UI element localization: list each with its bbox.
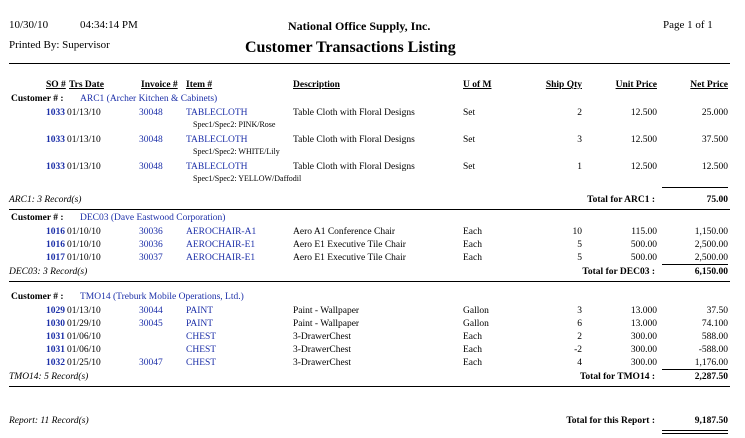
invoice-number: 30048	[139, 162, 163, 172]
group-total: 2,287.50	[694, 372, 728, 382]
net-price: 37.50	[706, 306, 728, 316]
net-price: 25.000	[701, 108, 728, 118]
report-total: 9,187.50	[694, 416, 728, 426]
description: Aero E1 Executive Tile Chair	[293, 240, 406, 250]
report-total-label: Total for this Report :	[566, 416, 655, 426]
unit-price: 13.000	[630, 319, 657, 329]
so-number: 1017	[46, 253, 65, 263]
invoice-number: 30048	[139, 135, 163, 145]
col-description: Description	[293, 80, 340, 90]
group-records: TMO14: 5 Record(s)	[9, 372, 89, 382]
ship-qty: 4	[577, 358, 582, 368]
customer-name: DEC03 (Dave Eastwood Corporation)	[80, 213, 226, 223]
table-row	[0, 358, 745, 371]
so-number: 1031	[46, 345, 65, 355]
customer-header-row	[0, 292, 745, 305]
spec-row	[0, 174, 745, 187]
table-row	[0, 240, 745, 253]
item-number: AEROCHAIR-A1	[186, 227, 257, 237]
spec-row	[0, 120, 745, 133]
group-divider	[9, 281, 730, 282]
ship-qty: -2	[574, 345, 582, 355]
customer-label: Customer # :	[11, 292, 64, 302]
uom: Each	[463, 227, 482, 237]
uom: Each	[463, 358, 482, 368]
uom: Set	[463, 162, 476, 172]
trs-date: 01/13/10	[67, 135, 101, 145]
description: Table Cloth with Floral Designs	[293, 108, 415, 118]
so-number: 1033	[46, 162, 65, 172]
so-number: 1033	[46, 135, 65, 145]
so-number: 1030	[46, 319, 65, 329]
invoice-number: 30037	[139, 253, 163, 263]
header-divider	[9, 63, 730, 64]
group-total: 6,150.00	[694, 267, 728, 277]
ship-qty: 5	[577, 240, 582, 250]
report-date: 10/30/10	[9, 19, 49, 31]
net-underline	[662, 187, 728, 188]
so-number: 1031	[46, 332, 65, 342]
customer-name: ARC1 (Archer Kitchen & Cabinets)	[80, 94, 218, 104]
invoice-number: 30047	[139, 358, 163, 368]
group-total: 75.00	[706, 195, 728, 205]
report-title: Customer Transactions Listing	[245, 39, 456, 56]
group-total-label: Total for TMO14 :	[579, 372, 655, 382]
report-total-underline-1	[662, 430, 728, 431]
description: Table Cloth with Floral Designs	[293, 162, 415, 172]
ship-qty: 10	[572, 227, 582, 237]
trs-date: 01/13/10	[67, 306, 101, 316]
net-underline	[662, 264, 728, 265]
customer-header-row	[0, 213, 745, 226]
ship-qty: 2	[577, 108, 582, 118]
invoice-number: 30045	[139, 319, 163, 329]
ship-qty: 2	[577, 332, 582, 342]
net-price: 588.00	[701, 332, 728, 342]
table-row	[0, 332, 745, 345]
table-row	[0, 306, 745, 319]
spec-text: Spec1/Spec2: WHITE/Lily	[193, 147, 280, 156]
company-name: National Office Supply, Inc.	[288, 19, 431, 33]
group-divider	[9, 209, 730, 210]
trs-date: 01/06/10	[67, 332, 101, 342]
uom: Gallon	[463, 319, 489, 329]
customer-name: TMO14 (Treburk Mobile Operations, Ltd.)	[80, 292, 244, 302]
ship-qty: 3	[577, 306, 582, 316]
item-number: AEROCHAIR-E1	[186, 240, 256, 250]
net-price: -588.00	[698, 345, 728, 355]
group-records: DEC03: 3 Record(s)	[9, 267, 88, 277]
ship-qty: 5	[577, 253, 582, 263]
net-price: 74.100	[701, 319, 728, 329]
description: Aero E1 Executive Tile Chair	[293, 253, 406, 263]
unit-price: 300.00	[630, 358, 657, 368]
net-price: 2,500.00	[694, 253, 728, 263]
trs-date: 01/10/10	[67, 240, 101, 250]
column-header-row	[0, 80, 745, 93]
invoice-number: 30044	[139, 306, 163, 316]
uom: Each	[463, 240, 482, 250]
uom: Each	[463, 332, 482, 342]
group-records: ARC1: 3 Record(s)	[9, 195, 82, 205]
invoice-number: 30036	[139, 227, 163, 237]
report-total-underline-2	[662, 433, 728, 434]
uom: Set	[463, 135, 476, 145]
description: 3-DrawerChest	[293, 332, 352, 342]
description: Aero A1 Conference Chair	[293, 227, 396, 237]
so-number: 1032	[46, 358, 65, 368]
description: 3-DrawerChest	[293, 358, 352, 368]
ship-qty: 1	[577, 162, 582, 172]
trs-date: 01/10/10	[67, 253, 101, 263]
net-price: 12.500	[701, 162, 728, 172]
unit-price: 115.00	[631, 227, 657, 237]
so-number: 1016	[46, 227, 65, 237]
so-number: 1029	[46, 306, 65, 316]
table-row	[0, 319, 745, 332]
item-number: TABLECLOTH	[186, 108, 248, 118]
ship-qty: 3	[577, 135, 582, 145]
item-number: CHEST	[186, 358, 217, 368]
item-number: CHEST	[186, 332, 217, 342]
table-row	[0, 227, 745, 240]
trs-date: 01/13/10	[67, 162, 101, 172]
spec-row	[0, 147, 745, 160]
trs-date: 01/25/10	[67, 358, 101, 368]
group-total-label: Total for DEC03 :	[582, 267, 655, 277]
col-net-price: Net Price	[690, 80, 728, 90]
ship-qty: 6	[577, 319, 582, 329]
group-total-row	[0, 267, 745, 280]
so-number: 1016	[46, 240, 65, 250]
item-number: AEROCHAIR-E1	[186, 253, 256, 263]
invoice-number: 30048	[139, 108, 163, 118]
spec-text: Spec1/Spec2: PINK/Rose	[193, 120, 276, 129]
unit-price: 500.00	[630, 253, 657, 263]
description: Paint - Wallpaper	[293, 306, 360, 316]
col-invoice: Invoice #	[141, 80, 178, 90]
unit-price: 12.500	[630, 108, 657, 118]
customer-header-row	[0, 94, 745, 107]
report-records: Report: 11 Record(s)	[9, 416, 89, 426]
item-number: PAINT	[186, 319, 214, 329]
col-unit-price: Unit Price	[615, 80, 657, 90]
page-number: Page 1 of 1	[663, 19, 713, 31]
unit-price: 12.500	[630, 135, 657, 145]
unit-price: 300.00	[630, 332, 657, 342]
description: Table Cloth with Floral Designs	[293, 135, 415, 145]
report-total-row	[0, 416, 745, 429]
unit-price: 13.000	[630, 306, 657, 316]
description: 3-DrawerChest	[293, 345, 352, 355]
item-number: PAINT	[186, 306, 214, 316]
col-uom: U of M	[463, 80, 492, 90]
item-number: CHEST	[186, 345, 217, 355]
description: Paint - Wallpaper	[293, 319, 360, 329]
group-divider	[9, 386, 730, 387]
net-underline	[662, 369, 728, 370]
group-total-label: Total for ARC1 :	[587, 195, 655, 205]
printed-by: Printed By: Supervisor	[9, 39, 110, 51]
col-trs-date: Trs Date	[69, 80, 104, 90]
unit-price: 500.00	[630, 240, 657, 250]
invoice-number: 30036	[139, 240, 163, 250]
trs-date: 01/29/10	[67, 319, 101, 329]
table-row	[0, 253, 745, 266]
uom: Gallon	[463, 306, 489, 316]
trs-date: 01/06/10	[67, 345, 101, 355]
report-time: 04:34:14 PM	[80, 19, 138, 31]
net-price: 37.500	[701, 135, 728, 145]
unit-price: 300.00	[630, 345, 657, 355]
customer-label: Customer # :	[11, 94, 64, 104]
uom: Each	[463, 253, 482, 263]
item-number: TABLECLOTH	[186, 135, 248, 145]
col-ship-qty: Ship Qty	[545, 80, 582, 90]
uom: Each	[463, 345, 482, 355]
customer-label: Customer # :	[11, 213, 64, 223]
group-total-row	[0, 372, 745, 385]
net-price: 1,176.00	[694, 358, 728, 368]
item-number: TABLECLOTH	[186, 162, 248, 172]
so-number: 1033	[46, 108, 65, 118]
unit-price: 12.500	[630, 162, 657, 172]
uom: Set	[463, 108, 476, 118]
trs-date: 01/10/10	[67, 227, 101, 237]
col-so: SO #	[46, 80, 66, 90]
trs-date: 01/13/10	[67, 108, 101, 118]
table-row	[0, 345, 745, 358]
spec-text: Spec1/Spec2: YELLOW/Daffodil	[193, 174, 302, 183]
net-price: 1,150.00	[694, 227, 728, 237]
col-item: Item #	[186, 80, 213, 90]
group-total-row	[0, 195, 745, 208]
net-price: 2,500.00	[694, 240, 728, 250]
